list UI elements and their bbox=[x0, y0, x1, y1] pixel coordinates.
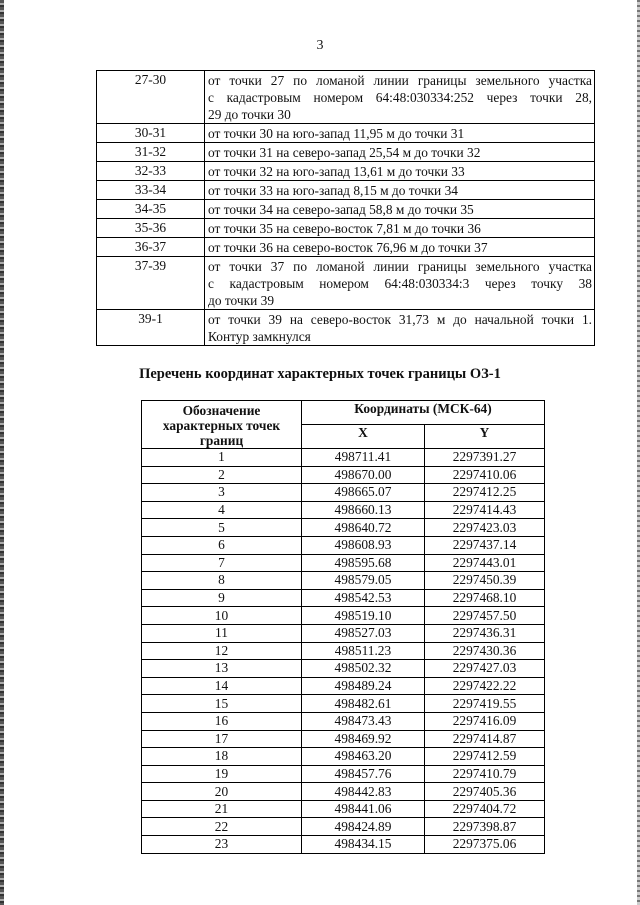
route-description-line: от точки 27 по ломаной линии границы земельного участка bbox=[208, 73, 592, 88]
x-value: 498442.83 bbox=[302, 783, 425, 801]
y-value: 2297450.39 bbox=[425, 572, 545, 590]
x-value: 498640.72 bbox=[302, 519, 425, 537]
y-value: 2297468.10 bbox=[425, 589, 545, 607]
route-row bbox=[97, 257, 595, 310]
point-id: 4 bbox=[142, 501, 302, 519]
point-id: 3 bbox=[142, 484, 302, 502]
point-id: 6 bbox=[142, 536, 302, 554]
route-description bbox=[205, 162, 595, 181]
y-value: 2297412.25 bbox=[425, 484, 545, 502]
coordinate-row bbox=[142, 818, 545, 836]
point-label-header: Обозначение характерных точек границ bbox=[142, 401, 302, 449]
x-value: 498502.32 bbox=[302, 660, 425, 678]
route-segment: 31-32 bbox=[97, 143, 205, 162]
point-id: 16 bbox=[142, 712, 302, 730]
y-value: 2297437.14 bbox=[425, 536, 545, 554]
point-id: 18 bbox=[142, 748, 302, 766]
x-value: 498457.76 bbox=[302, 765, 425, 783]
y-value: 2297404.72 bbox=[425, 800, 545, 818]
y-value: 2297443.01 bbox=[425, 554, 545, 572]
route-row bbox=[97, 238, 595, 257]
y-value: 2297414.43 bbox=[425, 501, 545, 519]
x-value: 498595.68 bbox=[302, 554, 425, 572]
point-id: 10 bbox=[142, 607, 302, 625]
route-description bbox=[205, 143, 595, 162]
x-value: 498424.89 bbox=[302, 818, 425, 836]
y-value: 2297436.31 bbox=[425, 624, 545, 642]
route-row bbox=[97, 162, 595, 181]
route-segment: 30-31 bbox=[97, 124, 205, 143]
point-id: 19 bbox=[142, 765, 302, 783]
y-value: 2297423.03 bbox=[425, 519, 545, 537]
x-value: 498469.92 bbox=[302, 730, 425, 748]
route-segment: 39-1 bbox=[97, 310, 205, 346]
route-description bbox=[205, 310, 595, 346]
coordinate-row bbox=[142, 730, 545, 748]
section-title: Перечень координат характерных точек границы ОЗ-1 bbox=[139, 366, 501, 382]
coordinate-row bbox=[142, 783, 545, 801]
x-value: 498660.13 bbox=[302, 501, 425, 519]
x-value: 498527.03 bbox=[302, 624, 425, 642]
x-value: 498665.07 bbox=[302, 484, 425, 502]
route-description bbox=[205, 200, 595, 219]
x-value: 498711.41 bbox=[302, 449, 425, 467]
route-description bbox=[205, 71, 595, 124]
x-value: 498441.06 bbox=[302, 800, 425, 818]
route-description-line: с кадастровым номером 64:48:030334:3 через точку 38 bbox=[208, 276, 592, 291]
route-segment: 34-35 bbox=[97, 200, 205, 219]
route-row bbox=[97, 200, 595, 219]
point-id: 7 bbox=[142, 554, 302, 572]
coordinate-row bbox=[142, 484, 545, 502]
point-id: 11 bbox=[142, 624, 302, 642]
route-description-line: от точки 36 на северо-восток 76,96 м до точки 37 bbox=[208, 240, 488, 255]
coordinate-row bbox=[142, 519, 545, 537]
x-value: 498511.23 bbox=[302, 642, 425, 660]
route-description-line: Контур замкнулся bbox=[208, 329, 311, 344]
route-description-line: от точки 31 на северо-запад 25,54 м до точки 32 bbox=[208, 145, 481, 160]
y-value: 2297398.87 bbox=[425, 818, 545, 836]
route-segment: 33-34 bbox=[97, 181, 205, 200]
route-description-line: от точки 32 на юго-запад 13,61 м до точки 33 bbox=[208, 164, 465, 179]
page-number: 3 bbox=[316, 38, 324, 53]
point-id: 23 bbox=[142, 836, 302, 854]
x-value: 498434.15 bbox=[302, 836, 425, 854]
route-description-line: до точки 39 bbox=[208, 293, 275, 308]
y-value: 2297457.50 bbox=[425, 607, 545, 625]
x-value: 498473.43 bbox=[302, 712, 425, 730]
point-id: 1 bbox=[142, 449, 302, 467]
coordinate-row bbox=[142, 501, 545, 519]
coordinate-row bbox=[142, 624, 545, 642]
y-header: Y bbox=[425, 425, 545, 449]
coordinate-row bbox=[142, 466, 545, 484]
route-segment: 37-39 bbox=[97, 257, 205, 310]
route-segment: 35-36 bbox=[97, 219, 205, 238]
y-value: 2297410.79 bbox=[425, 765, 545, 783]
coordinate-row bbox=[142, 642, 545, 660]
coordinate-row bbox=[142, 536, 545, 554]
point-id: 20 bbox=[142, 783, 302, 801]
x-value: 498542.53 bbox=[302, 589, 425, 607]
y-value: 2297427.03 bbox=[425, 660, 545, 678]
y-value: 2297405.36 bbox=[425, 783, 545, 801]
point-id: 12 bbox=[142, 642, 302, 660]
route-row bbox=[97, 310, 595, 346]
y-value: 2297375.06 bbox=[425, 836, 545, 854]
point-id: 9 bbox=[142, 589, 302, 607]
route-description-line: от точки 35 на северо-восток 7,81 м до точки 36 bbox=[208, 221, 481, 236]
y-value: 2297416.09 bbox=[425, 712, 545, 730]
point-id: 22 bbox=[142, 818, 302, 836]
x-value: 498608.93 bbox=[302, 536, 425, 554]
x-value: 498463.20 bbox=[302, 748, 425, 766]
y-value: 2297430.36 bbox=[425, 642, 545, 660]
route-segment: 27-30 bbox=[97, 71, 205, 124]
y-value: 2297419.55 bbox=[425, 695, 545, 713]
route-segment: 32-33 bbox=[97, 162, 205, 181]
route-description-line: от точки 33 на юго-запад 8,15 м до точки 34 bbox=[208, 183, 458, 198]
coordinate-row bbox=[142, 449, 545, 467]
route-description bbox=[205, 257, 595, 310]
coordinates-table bbox=[141, 400, 545, 854]
route-row bbox=[97, 219, 595, 238]
route-description-line: 29 до точки 30 bbox=[208, 107, 291, 122]
x-value: 498489.24 bbox=[302, 677, 425, 695]
coordinate-row bbox=[142, 589, 545, 607]
y-value: 2297412.59 bbox=[425, 748, 545, 766]
point-id: 15 bbox=[142, 695, 302, 713]
route-segment: 36-37 bbox=[97, 238, 205, 257]
x-value: 498519.10 bbox=[302, 607, 425, 625]
coordinate-row bbox=[142, 677, 545, 695]
coordinate-row bbox=[142, 748, 545, 766]
coordinate-row bbox=[142, 695, 545, 713]
x-value: 498670.00 bbox=[302, 466, 425, 484]
coordinate-row bbox=[142, 660, 545, 678]
x-value: 498482.61 bbox=[302, 695, 425, 713]
coordinate-row bbox=[142, 765, 545, 783]
point-id: 21 bbox=[142, 800, 302, 818]
point-id: 17 bbox=[142, 730, 302, 748]
route-description bbox=[205, 124, 595, 143]
y-value: 2297422.22 bbox=[425, 677, 545, 695]
route-description bbox=[205, 238, 595, 257]
scan-edge-left bbox=[0, 0, 4, 905]
route-description-line: от точки 39 на северо-восток 31,73 м до начальной точки 1. bbox=[208, 312, 592, 327]
coordinates-group-header: Координаты (МСК-64) bbox=[302, 401, 545, 425]
route-row bbox=[97, 143, 595, 162]
point-id: 2 bbox=[142, 466, 302, 484]
route-description-table bbox=[96, 70, 595, 346]
coordinate-row bbox=[142, 554, 545, 572]
route-description-line: от точки 34 на северо-запад 58,8 м до точки 35 bbox=[208, 202, 474, 217]
y-value: 2297414.87 bbox=[425, 730, 545, 748]
route-description-line: с кадастровым номером 64:48:030334:252 через точки 28, bbox=[208, 90, 592, 105]
route-description bbox=[205, 181, 595, 200]
route-description-line: от точки 30 на юго-запад 11,95 м до точки 31 bbox=[208, 126, 465, 141]
coordinate-row bbox=[142, 836, 545, 854]
coordinate-row bbox=[142, 572, 545, 590]
y-value: 2297410.06 bbox=[425, 466, 545, 484]
coordinate-row bbox=[142, 800, 545, 818]
x-header: X bbox=[302, 425, 425, 449]
route-row bbox=[97, 71, 595, 124]
point-id: 13 bbox=[142, 660, 302, 678]
coordinate-row bbox=[142, 712, 545, 730]
coordinate-row bbox=[142, 607, 545, 625]
x-value: 498579.05 bbox=[302, 572, 425, 590]
point-id: 5 bbox=[142, 519, 302, 537]
route-description-line: от точки 37 по ломаной линии границы земельного участка bbox=[208, 259, 592, 274]
point-id: 8 bbox=[142, 572, 302, 590]
point-id: 14 bbox=[142, 677, 302, 695]
route-row bbox=[97, 124, 595, 143]
y-value: 2297391.27 bbox=[425, 449, 545, 467]
route-description bbox=[205, 219, 595, 238]
route-row bbox=[97, 181, 595, 200]
